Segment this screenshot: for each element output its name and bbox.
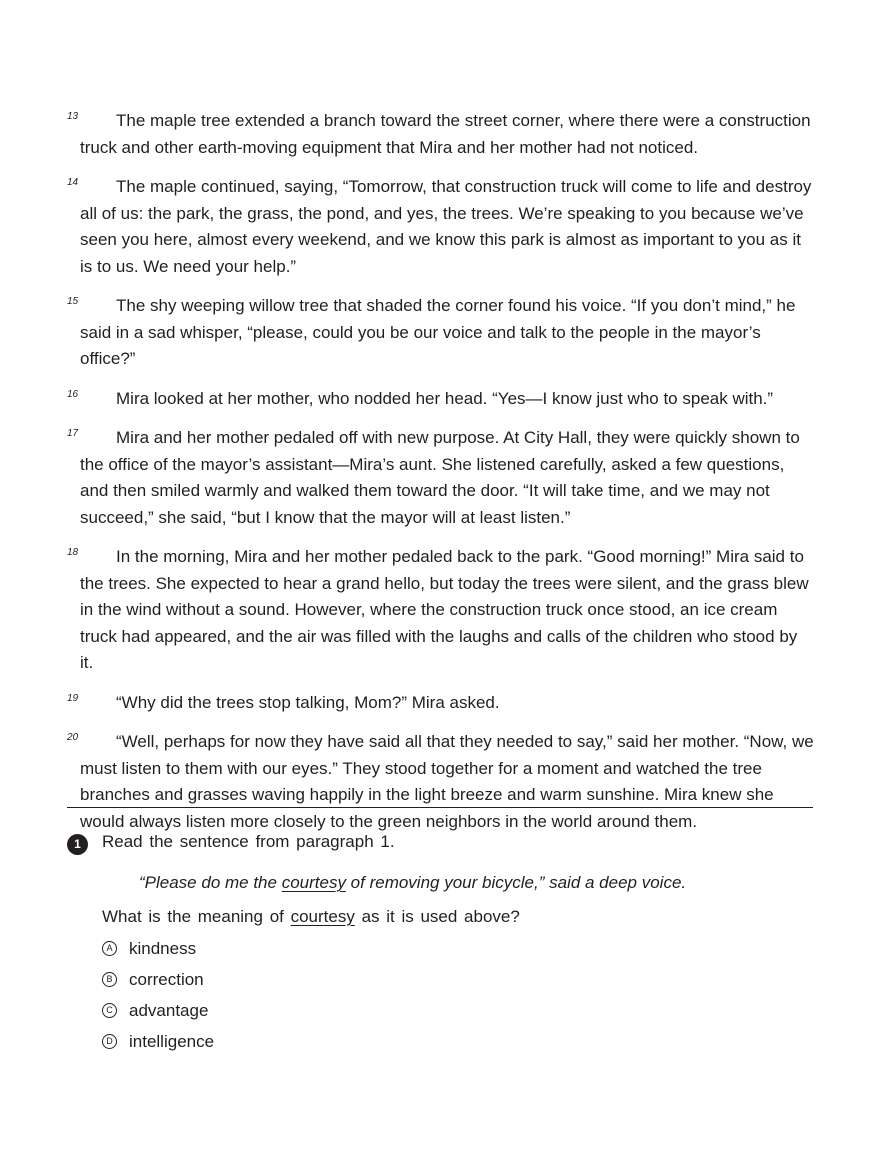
section-divider (67, 807, 813, 808)
paragraph (0, 729, 880, 835)
quote-underlined-word: courtesy (281, 873, 346, 892)
paragraph-number: 17 (67, 428, 79, 439)
paragraph-text: “Well, perhaps for now they have said all that they needed to say,” said her mother. “Now, we must listen to them with our eyes.” They stood together for a moment and watched the tree branches and grasses waving happily in the light breeze and warm sunshine. Mira knew she would always listen more closely to the green neighbors in the world around them. (80, 732, 814, 831)
paragraph-number: 19 (67, 692, 79, 704)
paragraph-number: 16 (67, 388, 79, 400)
question-stem (102, 907, 520, 927)
paragraph-number: 13 (67, 111, 79, 122)
paragraph (0, 544, 880, 677)
paragraph (0, 425, 880, 531)
paragraph (0, 690, 880, 717)
choice-letter-bubble[interactable]: A (102, 941, 117, 956)
quote-text-before: “Please do me the (139, 873, 282, 892)
paragraph-number: 18 (67, 547, 79, 558)
paragraph-number: 15 (67, 296, 79, 307)
paragraph-text: “Why did the trees stop talking, Mom?” Mira asked. (116, 692, 500, 712)
choice-text: advantage (129, 1001, 209, 1020)
choice-text: intelligence (129, 1032, 215, 1051)
question-number-badge: 1 (67, 834, 88, 855)
paragraph-number: 20 (67, 732, 79, 743)
paragraph-text: In the morning, Mira and her mother pedaled back to the park. “Good morning!” Mira said to the trees. She expected to hear a grand hello, but today the trees were silent, and the grass blew in the wind without a sound. However, where the construction truck once stood, an ice cream truck had appeared, and the air was filled with the laughs and calls of the children who stood by it. (80, 547, 809, 672)
choice-letter-bubble[interactable]: B (102, 972, 117, 987)
paragraph-text: The shy weeping willow tree that shaded the corner found his voice. “If you don’t mind,” he said in a sad whisper, “please, could you be our voice and talk to the people in the mayor’s office?” (80, 296, 796, 368)
stem-underlined-word: courtesy (290, 907, 355, 926)
passage (0, 108, 880, 848)
choice-letter-bubble[interactable]: C (102, 1003, 117, 1018)
choice-letter-bubble[interactable]: D (102, 1034, 117, 1049)
paragraph (0, 108, 880, 161)
question-prompt: Read the sentence from paragraph 1. (102, 832, 395, 851)
paragraph (0, 386, 880, 413)
paragraph-text: The maple continued, saying, “Tomorrow, that construction truck will come to life and destroy all of us: the park, the grass, the pond, and yes, the trees. We’re speaking to you because we’ve seen you here, almost every weekend, and we know this park is almost as important to you as it is to us. We need your help.” (80, 177, 812, 276)
choice-text: kindness (129, 939, 197, 958)
paragraph-text: Mira and her mother pedaled off with new purpose. At City Hall, they were quickly shown to the office of the mayor’s assistant—Mira’s aunt. She listened carefully, asked a few questions, and then smiled warmly and walked them toward the door. “It will take time, and we may not succeed,” she said, “but I know that the mayor will at least listen.” (80, 428, 800, 527)
stem-text-after: as it is used above? (354, 907, 520, 926)
quoted-sentence (139, 873, 686, 893)
paragraph-text: The maple tree extended a branch toward the street corner, where there were a construction truck and other earth-moving equipment that Mira and her mother had not noticed. (80, 111, 811, 157)
paragraph (0, 293, 880, 373)
stem-text-before: What is the meaning of (102, 907, 291, 926)
quote-text-after: of removing your bicycle,” said a deep voice. (345, 873, 687, 892)
paragraph (0, 174, 880, 280)
paragraph-text: Mira looked at her mother, who nodded her head. “Yes—I know just who to speak with.” (116, 388, 774, 408)
paragraph-number: 14 (67, 177, 79, 188)
choice-text: correction (129, 970, 204, 989)
